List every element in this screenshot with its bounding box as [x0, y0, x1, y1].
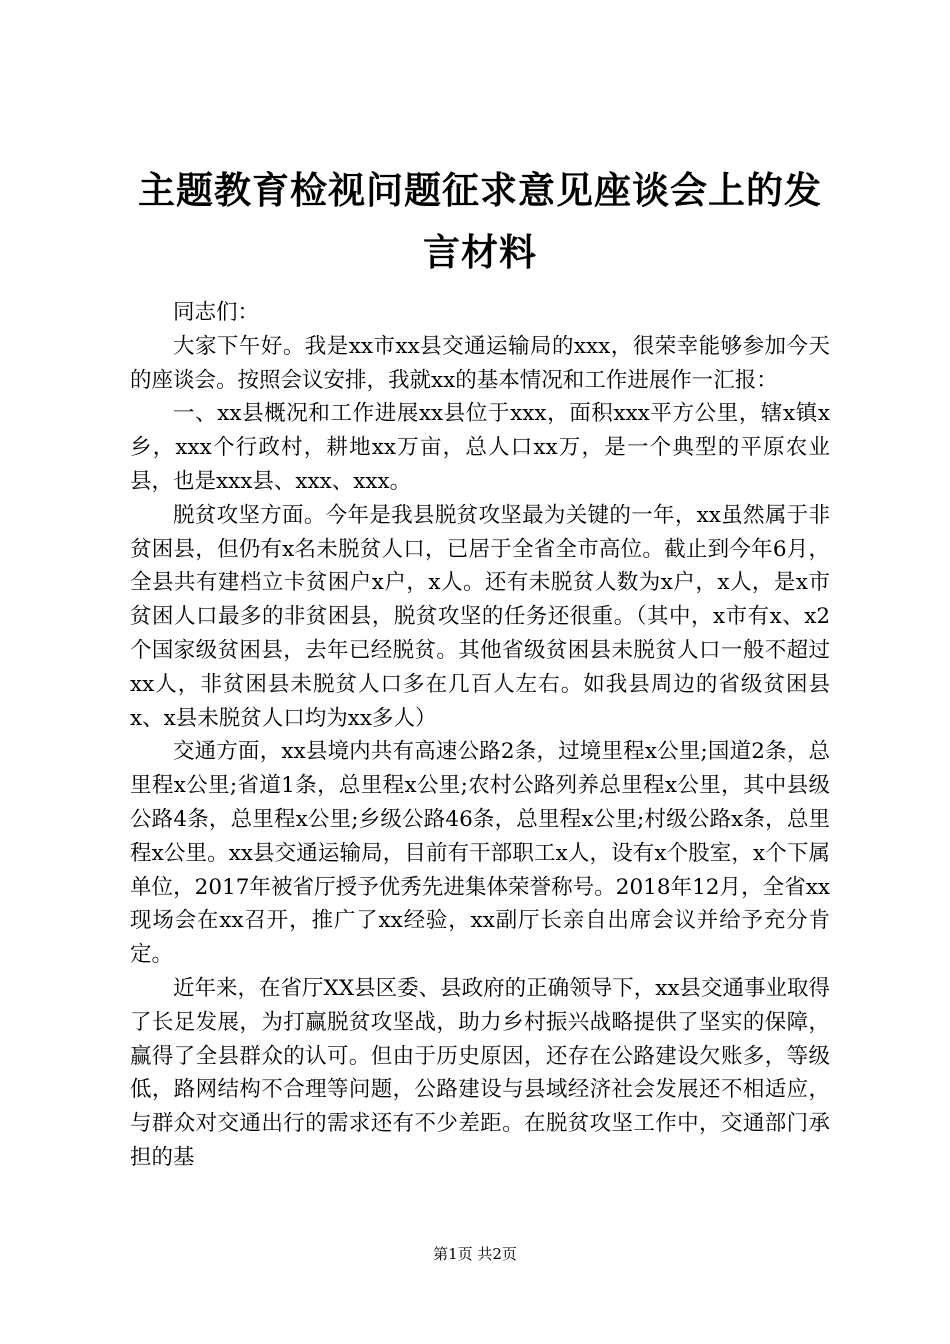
paragraph-poverty: 脱贫攻坚方面。今年是我县脱贫攻坚最为关键的一年，xx虽然属于非贫困县，但仍有x名未脱贫人口，已居于全省全市高位。截止到今年6月，全县共有建档立卡贫困户x户，x人。还有未脱贫人数为x户，x人，是x市贫困人口最多的非贫困县，脱贫攻坚的任务还很重。（其中，x市有x、x2个国家级贫困县，去年已经脱贫。其他省级贫困县未脱贫人口一般不超过xx人，非贫困县未脱贫人口多在几百人左右。如我县周边的省级贫困县x、x县未脱贫人口均为xx多人） — [130, 502, 830, 731]
paragraph-recent-years: 近年来，在省厅XX县区委、县政府的正确领导下，xx县交通事业取得了长足发展，为打赢脱贫攻坚战，助力乡村振兴战略提供了坚实的保障，赢得了全县群众的认可。但由于历史原因，还存在公路建设欠账多，等级低，路网结构不合理等问题，公路建设与县域经济社会发展还不相适应，与群众对交通出行的需求还有不少差距。在脱贫攻坚工作中，交通部门承担的基 — [130, 975, 830, 1170]
paragraph-transport: 交通方面，xx县境内共有高速公路2条，过境里程x公里;国道2条，总里程x公里;省道1条，总里程x公里;农村公路列养总里程x公里，其中县级公路4条，总里程x公里;乡级公路46条，总里程x公里;村级公路x条，总里程x公里。xx县交通运输局，目前有干部职工x人，设有x个股室，x个下属单位，2017年被省厅授予优秀先进集体荣誉称号。2018年12月，全省xx现场会在xx召开，推广了xx经验，xx副厅长亲自出席会议并给予充分肯定。 — [130, 739, 830, 968]
salutation: 同志们： — [173, 300, 260, 325]
paragraph-greeting: 大家下午好。我是xx市xx县交通运输局的xxx，很荣幸能够参加今天的座谈会。按照会议安排，我就xx的基本情况和工作进展作一汇报： — [130, 333, 830, 393]
page-footer: 第1页 共2页 — [433, 1245, 517, 1263]
document-title: 主题教育检视问题征求意见座谈会上的发言材料 — [138, 169, 822, 274]
document-body — [130, 296, 830, 1175]
paragraph-county-overview: 一、xx县概况和工作进展xx县位于xxx，面积xxx平方公里，辖x镇x乡，xxx个行政村，耕地xx万亩，总人口xx万，是一个典型的平原农业县，也是xxx县、xxx、xxx。 — [130, 401, 830, 494]
